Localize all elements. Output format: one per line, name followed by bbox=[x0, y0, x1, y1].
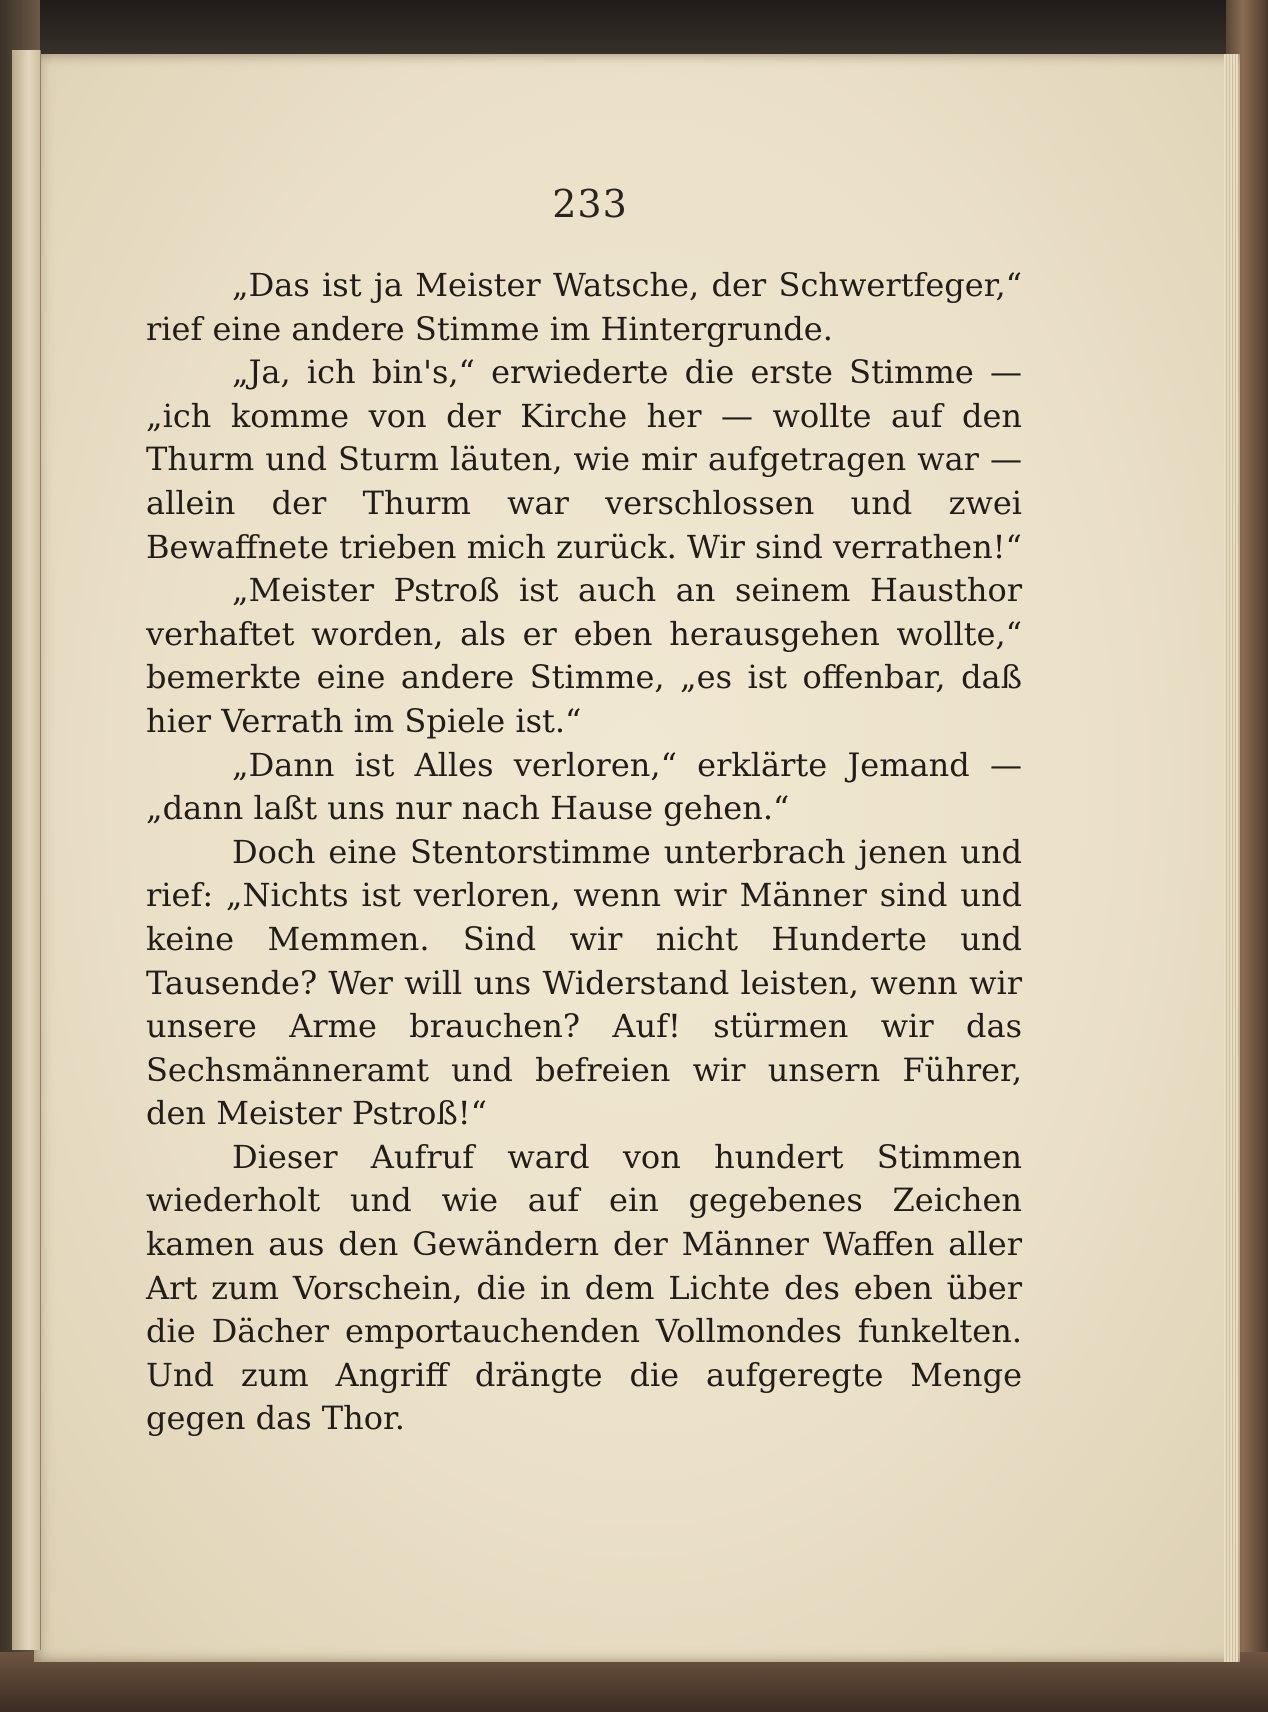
paragraph: „Das ist ja Meister Watsche, der Schwertfeger,“ rief eine andere Stimme im Hintergrunde. bbox=[146, 266, 1022, 348]
page-stack-edge bbox=[1224, 54, 1238, 1662]
binding-gutter bbox=[12, 50, 41, 1650]
page-body-text bbox=[146, 264, 1022, 1441]
paragraph: Dieser Aufruf ward von hundert Stimmen wiederholt und wie auf ein gegebenes Zeichen kamen aus den Gewändern der Männer Waffen aller Art zum Vorschein, die in dem Lichte des eben über die Dächer emportauchenden Vollmondes funkelten. Und zum Angriff drängte die aufgeregte Menge gegen das Thor. bbox=[146, 1137, 1022, 1438]
page-number: 233 bbox=[552, 182, 628, 226]
paragraph: „Meister Pstroß ist auch an seinem Hausthor verhaftet worden, als er eben herausgehen wollte,“ bemerkte eine andere Stimme, „es ist offenbar, daß hier Verrath im Spiele ist.“ bbox=[146, 571, 1022, 740]
paragraph: „Ja, ich bin's,“ erwiederte die erste Stimme — „ich komme von der Kirche her — wollte auf den Thurm und Sturm läuten, wie mir aufgetragen war — allein der Thurm war verschlossen und zwei Bewaffnete trieben mich zurück. Wir sind verrathen!“ bbox=[146, 353, 1022, 566]
paragraph: Doch eine Stentorstimme unterbrach jenen und rief: „Nichts ist verloren, wenn wir Männer sind und keine Memmen. Sind wir nicht Hunderte und Tausende? Wer will uns Widerstand leisten, wenn wir unsere Arme brauchen? Auf! stürmen wir das Sechsmänneramt und befreien wir unsern Führer, den Meister Pstroß!“ bbox=[146, 832, 1022, 1133]
paragraph: „Dann ist Alles verloren,“ erklärte Jemand — „dann laßt uns nur nach Hause gehen.“ bbox=[146, 745, 1022, 828]
book-cover-top bbox=[0, 0, 1268, 62]
